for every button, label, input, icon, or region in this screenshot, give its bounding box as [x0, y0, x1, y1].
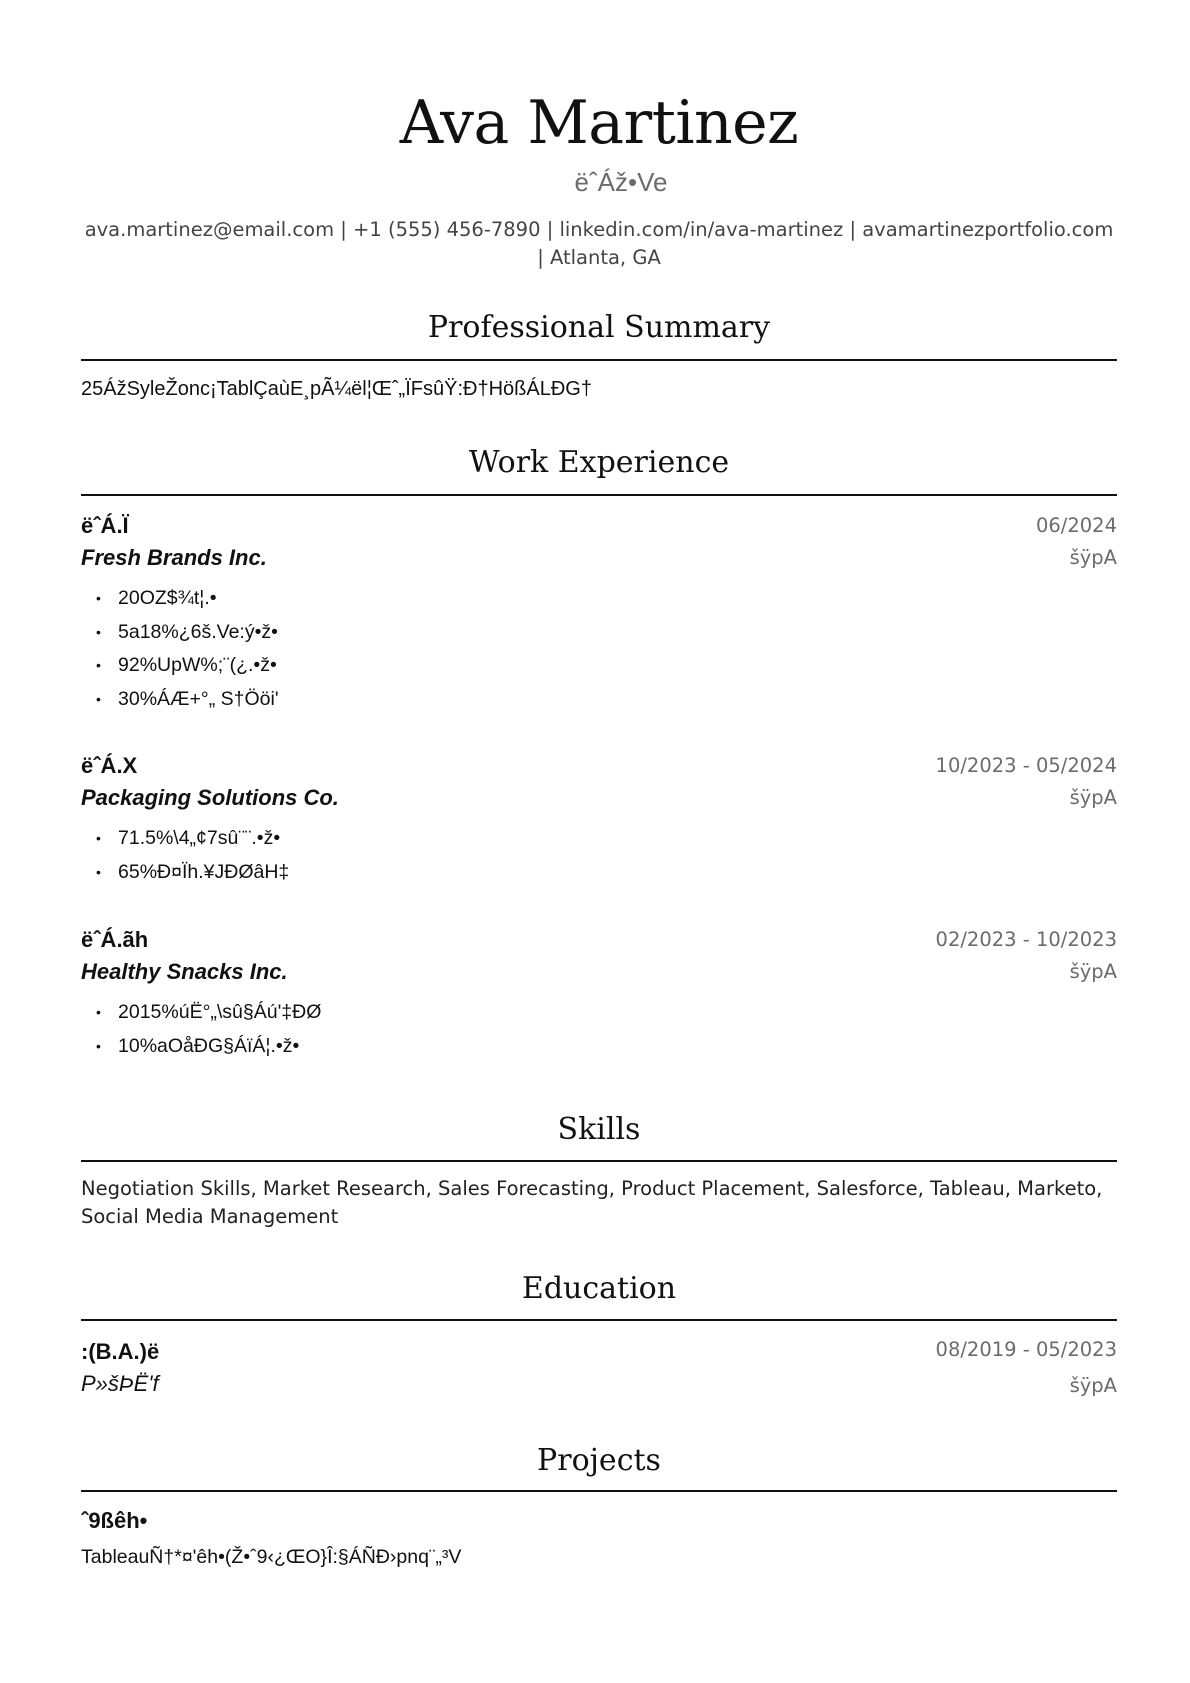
job-bullet: • 92%UpW%;¨(¿.•ž• — [96, 654, 277, 676]
job-title: ëˆÁ.X — [81, 753, 138, 778]
project-title: ˆ9ßêh• — [81, 1508, 148, 1533]
section-divider — [81, 1490, 1117, 1492]
section-title-skills: Skills — [557, 1112, 641, 1147]
job-bullet: • 10%aOåÐG§ÁïÁ¦.•ž• — [96, 1034, 300, 1057]
job-date: 02/2023 - 10/2023 — [935, 928, 1117, 951]
job-bullet: • 30%ÁÆ+°„ S†Ööi' — [96, 687, 279, 710]
job-location: šÿpA — [1069, 960, 1117, 983]
candidate-headline: ëˆÁž•Ve — [574, 167, 668, 197]
job-bullets — [81, 823, 289, 890]
contact-line: ava.martinez@email.com | +1 (555) 456-7890 | linkedin.com/in/ava-martinez | avamartinezportfolio.com | Atlanta, GA — [84, 218, 1114, 269]
summary-text: 25ÁžSyleŽonc¡TablÇaùE¸pÃ¼ël¦Œˆ„ÏFsûŸ:Ð†HößÁLÐG† — [81, 378, 592, 400]
project-description: TableauÑ†*¤'êh•(Ž•ˆ9‹¿ŒO}Î:§ÁÑÐ›pnq¨„³V — [81, 1546, 462, 1568]
education-degree: :(B.A.)ë — [81, 1339, 160, 1364]
job-bullet: • 71.5%\4„¢7sû¨¨.•ž• — [96, 827, 281, 849]
section-title-education: Education — [521, 1271, 677, 1306]
job-company: Packaging Solutions Co. — [81, 785, 339, 810]
job-date: 06/2024 — [1035, 514, 1117, 537]
job-location: šÿpA — [1069, 786, 1117, 809]
section-divider — [81, 494, 1117, 496]
job-title: ëˆÁ.ãh — [81, 927, 149, 952]
section-divider — [81, 1160, 1117, 1162]
job-bullet: • 20OZ$¾t¦.• — [96, 587, 217, 609]
job-bullet: • 2015%úË°„\sû§Áú'‡ÐØ — [96, 1001, 322, 1023]
job-bullet: • 5a18%¿6š.Ve:ý•ž• — [96, 620, 278, 643]
job-company: Healthy Snacks Inc. — [81, 959, 288, 984]
job-location: šÿpA — [1069, 546, 1117, 569]
job-title: ëˆÁ.Ï — [81, 513, 129, 538]
job-date: 10/2023 - 05/2024 — [935, 754, 1117, 777]
section-divider — [81, 359, 1117, 361]
section-divider — [81, 1319, 1117, 1321]
job-bullet: • 65%Ð¤Ïh.¥JÐØâH‡ — [96, 860, 290, 883]
education-date: 08/2019 - 05/2023 — [935, 1338, 1117, 1361]
candidate-name: Ava Martinez — [399, 88, 799, 158]
job-company: Fresh Brands Inc. — [81, 545, 267, 570]
section-title-experience: Work Experience — [468, 445, 730, 480]
section-title-summary: Professional Summary — [427, 310, 771, 345]
education-school: P»šÞË'f — [81, 1371, 159, 1396]
skills-text: Negotiation Skills, Market Research, Sales Forecasting, Product Placement, Salesforce, Tableau, Marketo, Social Media Management — [81, 1177, 1103, 1228]
job-bullets — [81, 583, 279, 717]
section-title-projects: Projects — [537, 1443, 661, 1478]
job-bullets — [81, 997, 321, 1064]
education-location: šÿpA — [1069, 1374, 1117, 1397]
